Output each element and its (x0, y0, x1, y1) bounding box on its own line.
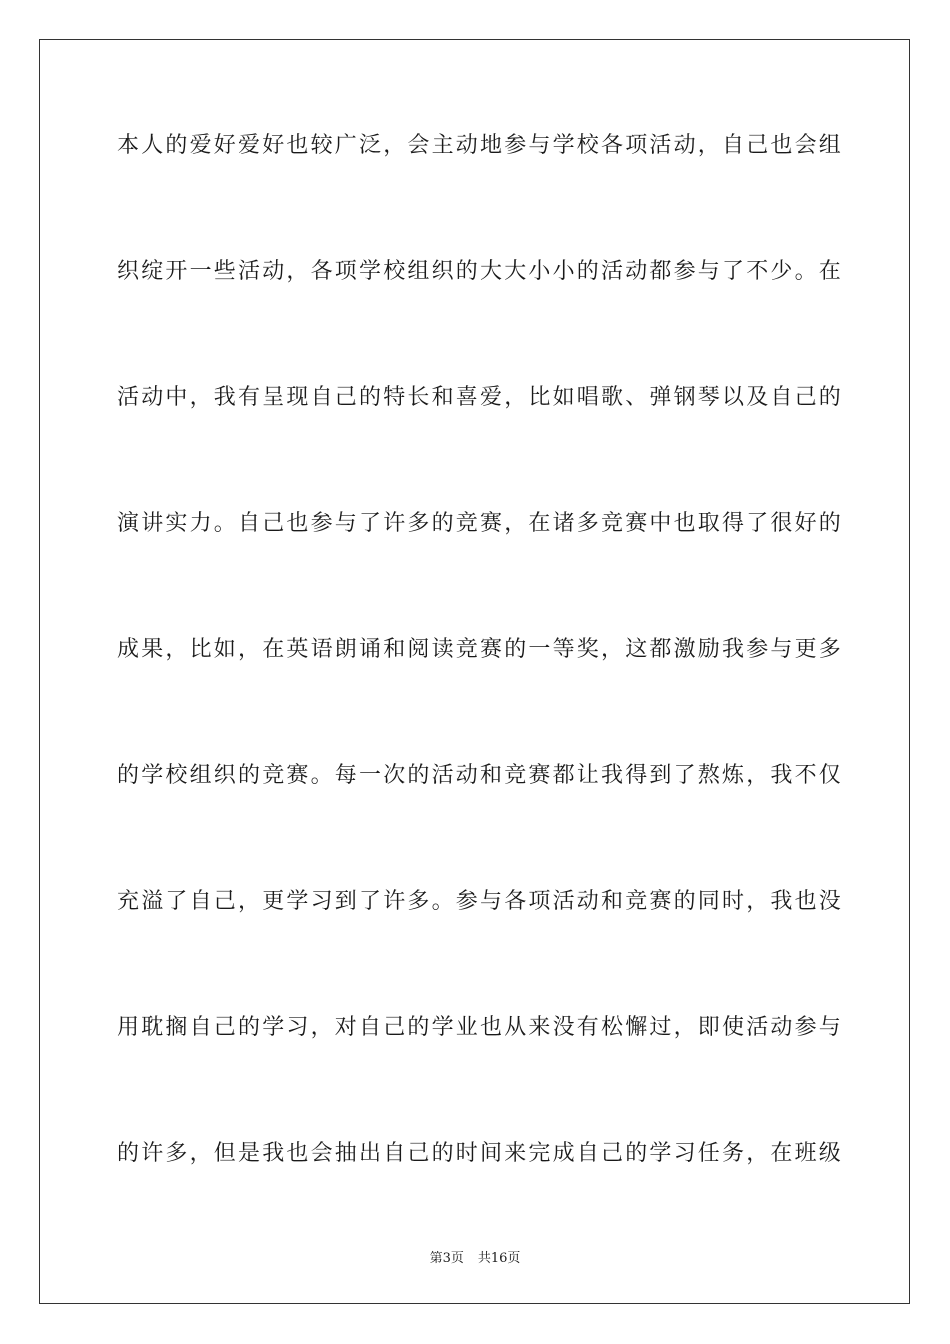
text-line: 织绽开一些活动，各项学校组织的大大小小的活动都参与了不少。在 (117, 259, 844, 284)
document-body (117, 126, 844, 1260)
text-line: 活动中，我有呈现自己的特长和喜爱，比如唱歌、弹钢琴以及自己的 (117, 385, 844, 410)
page-number: 第3页 (429, 1251, 464, 1266)
text-line: 用耽搁自己的学习，对自己的学业也从来没有松懈过，即使活动参与 (117, 1015, 844, 1040)
text-line: 本人的爱好爱好也较广泛，会主动地参与学校各项活动，自己也会组 (117, 133, 844, 158)
page-footer (0, 1247, 950, 1266)
text-line: 的学校组织的竞赛。每一次的活动和竞赛都让我得到了熬炼，我不仅 (117, 763, 844, 788)
page-total: 共16页 (477, 1251, 521, 1266)
text-line: 的许多，但是我也会抽出自己的时间来完成自己的学习任务，在班级 (117, 1141, 844, 1166)
text-line: 演讲实力。自己也参与了许多的竞赛，在诸多竞赛中也取得了很好的 (117, 511, 844, 536)
text-line: 充溢了自己，更学习到了许多。参与各项活动和竞赛的同时，我也没 (117, 889, 844, 914)
text-line: 成果，比如，在英语朗诵和阅读竞赛的一等奖，这都激励我参与更多 (117, 637, 844, 662)
